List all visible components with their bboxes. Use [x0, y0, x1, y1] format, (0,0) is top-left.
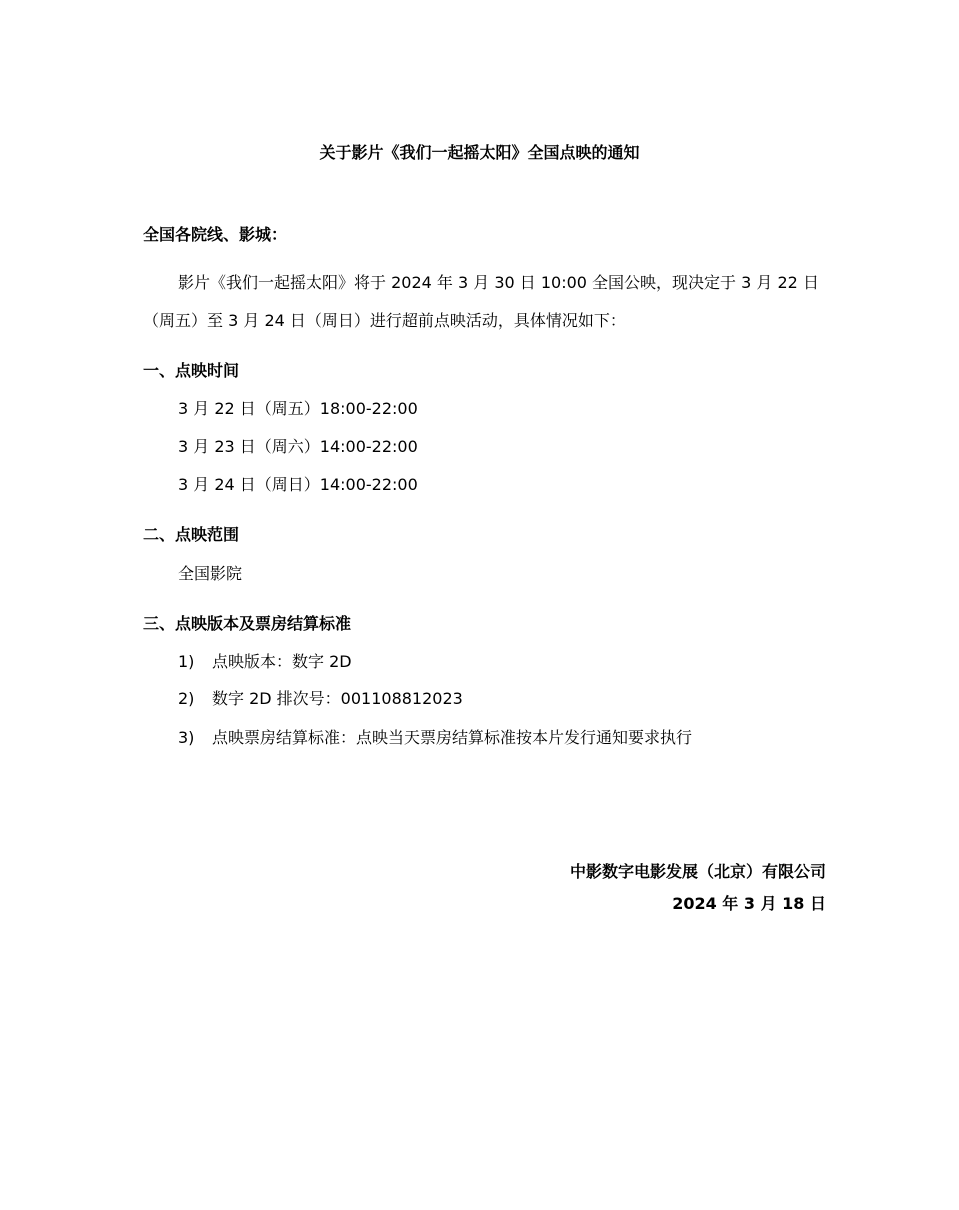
list-item-text: 数字 2D 排次号：001108812023	[212, 689, 463, 708]
list-item-number: 2)	[178, 689, 195, 708]
time-item: 3 月 24 日（周日）14:00-22:00	[178, 475, 418, 494]
version-list-item	[178, 652, 352, 672]
scope-text: 全国影院	[178, 564, 243, 583]
intro-line-2: （周五）至 3 月 24 日（周日）进行超前点映活动，具体情况如下：	[143, 311, 626, 330]
list-item-number: 3)	[178, 728, 195, 747]
time-item: 3 月 22 日（周五）18:00-22:00	[178, 399, 418, 418]
version-list-item	[178, 689, 463, 709]
intro-line-1: 影片《我们一起摇太阳》将于 2024 年 3 月 30 日 10:00 全国公映，现决定于 3 月 22 日	[178, 273, 819, 292]
section-heading-version: 三、点映版本及票房结算标准	[143, 614, 352, 633]
section-heading-time: 一、点映时间	[143, 361, 240, 380]
signature-date: 2024 年 3 月 18 日	[672, 894, 826, 913]
signature-company: 中影数字电影发展（北京）有限公司	[569, 862, 826, 881]
list-item-text: 点映票房结算标准：点映当天票房结算标准按本片发行通知要求执行	[212, 728, 693, 747]
document-title: 关于影片《我们一起摇太阳》全国点映的通知	[319, 143, 640, 162]
time-item: 3 月 23 日（周六）14:00-22:00	[178, 437, 418, 456]
list-item-text: 点映版本：数字 2D	[212, 652, 352, 671]
version-list-item	[178, 728, 692, 748]
salutation: 全国各院线、影城：	[143, 225, 288, 244]
section-heading-scope: 二、点映范围	[143, 525, 240, 544]
list-item-number: 1)	[178, 652, 195, 671]
